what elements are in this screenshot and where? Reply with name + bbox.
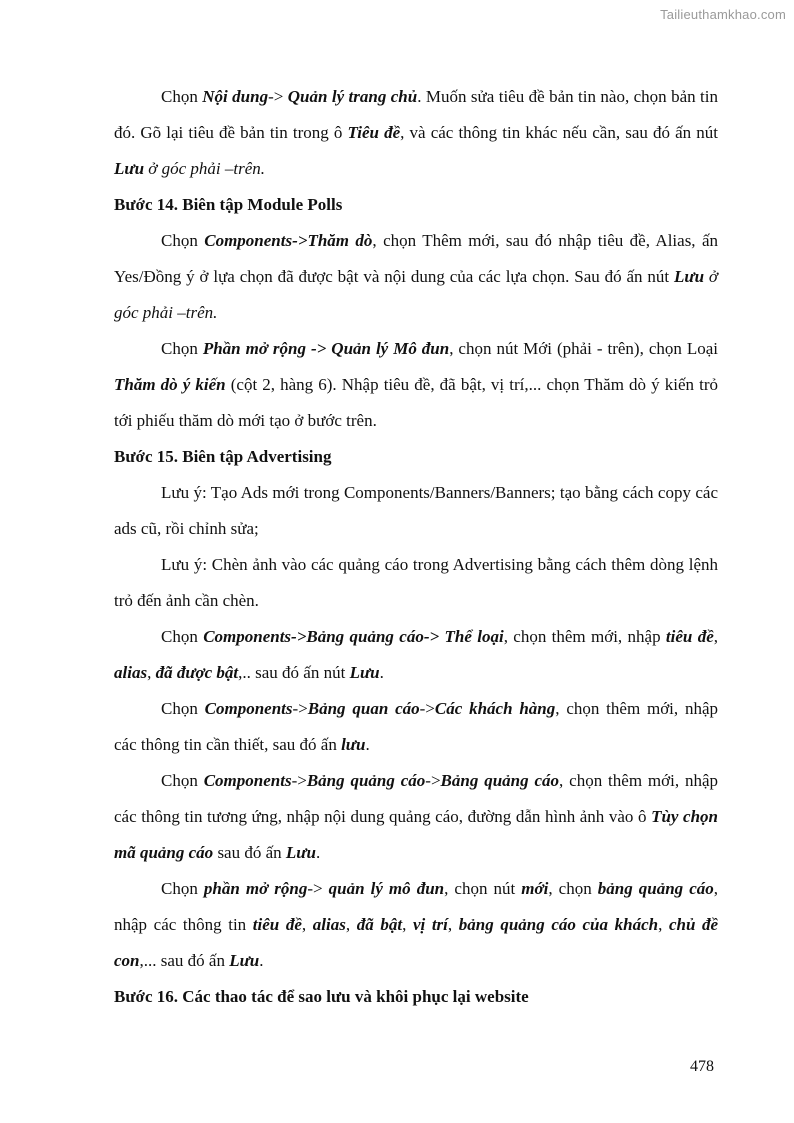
text-run: Các khách hàng (434, 699, 556, 718)
text-run: Nội dung (202, 87, 269, 106)
text-run: tiêu đề (252, 915, 302, 934)
text-run: , chọn thêm mới, nhập (503, 627, 666, 646)
paragraph (114, 331, 718, 439)
text-run: . (315, 843, 321, 862)
paragraph (114, 871, 718, 979)
text-run: Bảng quảng cáo (440, 771, 560, 790)
text-run: , (301, 915, 313, 934)
text-run: Tùy chọn mã quảng cáo (114, 807, 718, 862)
text-run: Components (204, 699, 293, 718)
text-run: bảng quảng cáo của khách (458, 915, 659, 934)
text-run: Lưu (114, 159, 145, 178)
text-run: quản lý mô đun (328, 879, 445, 898)
text-run: Chọn (161, 879, 204, 898)
text-run: , chọn Thêm mới, sau đó nhập tiêu đề, Alias, ấn Yes/Đồng ý ở lựa chọn đã được bật và nội dung của các lựa chọn. Sau đó ấn nút (114, 231, 719, 286)
text-run: -> (292, 699, 308, 718)
text-run: Bước 16. Các thao tác để sao lưu và khôi phục lại website (114, 987, 529, 1006)
text-run: -> (307, 879, 329, 898)
text-run: , (447, 915, 459, 934)
text-run: đã được bật (155, 663, 239, 682)
text-run: Bước 15. Biên tập Advertising (114, 447, 332, 466)
text-run: Bước 14. Biên tập Module Polls (114, 195, 343, 214)
text-run: -> (268, 87, 288, 106)
paragraph (114, 619, 718, 691)
text-run: , chọn thêm mới, nhập các thông tin tương ứng, nhập nội dung quảng cáo, đường dẫn hình ảnh vào ô (114, 771, 719, 826)
text-run: , (345, 915, 357, 934)
text-run: (cột 2, hàng 6). Nhập tiêu đề, đã bật, vị trí,... chọn Thăm dò ý kiến trỏ tới phiếu thăm dò mới tạo ở bước trên. (114, 375, 718, 430)
text-run: Chọn (161, 627, 204, 646)
text-run: Bảng quảng cáo (306, 771, 426, 790)
text-run: phần mở rộng (203, 879, 308, 898)
section-heading (114, 439, 718, 475)
text-run: . Muốn sửa tiêu đề bản tin nào, chọn bản tin đó. Gõ lại tiêu đề bản tin trong ô (114, 87, 719, 142)
paragraph (114, 691, 718, 763)
text-run: Lưu (229, 951, 260, 970)
text-run: Lưu ý: Tạo Ads mới trong Components/Banners/Banners; tạo bằng cách copy các ads cũ, rồi chỉnh sửa; (114, 483, 718, 538)
text-run: ,... sau đó ấn (139, 951, 230, 970)
text-run: , nhập các thông tin (114, 879, 719, 934)
paragraph (114, 547, 718, 619)
text-run: Lưu (674, 267, 705, 286)
text-run: vị trí (412, 915, 448, 934)
text-run: -> (419, 699, 435, 718)
text-run: , (147, 663, 156, 682)
text-run: ở góc phải –trên. (144, 159, 266, 178)
text-run: , (658, 915, 669, 934)
watermark: Tailieuthamkhao.com (660, 7, 786, 22)
text-run: Chọn (161, 699, 205, 718)
text-run: Components (203, 771, 292, 790)
text-run: -> (291, 771, 307, 790)
text-run: , chọn (548, 879, 598, 898)
text-run: Lưu (285, 843, 316, 862)
paragraph (114, 223, 718, 331)
text-run: Quản lý trang chủ (287, 87, 418, 106)
paragraph (114, 763, 718, 871)
text-run: , chọn nút (444, 879, 522, 898)
text-run: ,.. sau đó ấn nút (238, 663, 350, 682)
text-run: , chọn thêm mới, nhập các thông tin cần thiết, sau đó ấn (114, 699, 719, 754)
text-run: Phần mở rộng -> Quản lý Mô đun (202, 339, 450, 358)
text-run: lưu (341, 735, 366, 754)
text-run: tiêu đề (665, 627, 714, 646)
page-number: 478 (690, 1058, 714, 1075)
text-run: đã bật (356, 915, 403, 934)
text-run: Chọn (161, 87, 203, 106)
text-run: bảng quảng cáo (597, 879, 714, 898)
text-run: Lưu ý: Chèn ảnh vào các quảng cáo trong Advertising bằng cách thêm dòng lệnh trỏ đến ảnh cần chèn. (114, 555, 718, 610)
text-run: Chọn (161, 339, 203, 358)
text-run: Tiêu đề (347, 123, 401, 142)
text-run: Thăm dò ý kiến (114, 375, 226, 394)
document-body (114, 79, 718, 1015)
text-run: Bảng quan cáo (307, 699, 420, 718)
text-run: sau đó ấn (213, 843, 286, 862)
text-run: -> (425, 771, 441, 790)
section-heading (114, 979, 718, 1015)
text-run: mới (521, 879, 549, 898)
text-run: Components->Bảng quảng cáo-> Thể loại (203, 627, 504, 646)
text-run: . (259, 951, 264, 970)
text-run: , chọn nút Mới (phải - trên), chọn Loại (449, 339, 718, 358)
paragraph (114, 79, 718, 187)
text-run: alias (312, 915, 346, 934)
section-heading (114, 187, 718, 223)
text-run: , (713, 627, 718, 646)
text-run: alias (114, 663, 148, 682)
text-run: . (365, 735, 370, 754)
text-run: , (402, 915, 413, 934)
text-run: Chọn (161, 231, 205, 250)
text-run: . (379, 663, 384, 682)
text-run: Components->Thăm dò (204, 231, 373, 250)
text-run: Chọn (161, 771, 204, 790)
paragraph (114, 475, 718, 547)
text-run: ở góc phải –trên. (114, 267, 718, 322)
text-run: Lưu (349, 663, 380, 682)
text-run: chủ đề con (114, 915, 719, 970)
text-run: , và các thông tin khác nếu cần, sau đó ấn nút (400, 123, 718, 142)
